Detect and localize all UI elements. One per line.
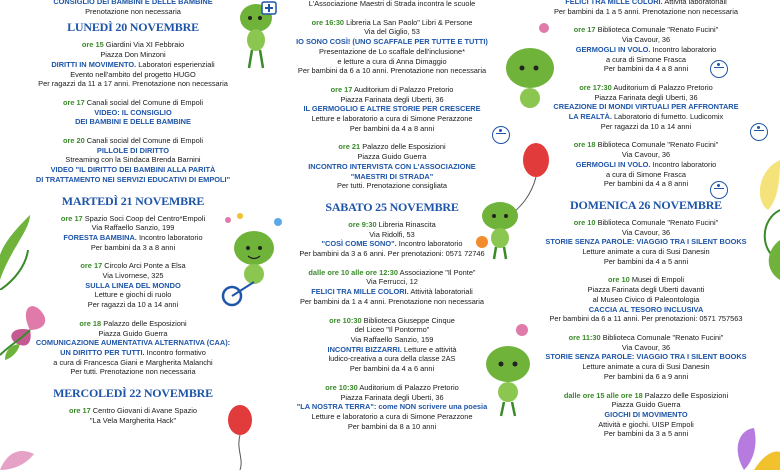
- event-note: Per bambini da 1 a 5 anni. Prenotazione non necessaria: [553, 6, 739, 16]
- event-block: ore 17 Centro Giovani di Avane Spazio "La Vela Margherita Hack": [68, 406, 198, 425]
- event-block: ore 15 Giardini Via XI Febbraio Piazza Don Minzoni DIRITTI IN MOVIMENTO. Laboratori esperienziali Evento nell'ambito del progetto HUGO Per ragazzi da 11 a 17 anni. Prenotazione non necessaria: [38, 40, 228, 89]
- event-block: ore 16:30 Libreria La San Paolo" Libri & Persone Via del Giglio, 53 IO SONO COSÌ! (UNO SCAFFALE PER TUTTE E TUTTI) Presentazione de Lo scaffale dell'inclusione* e letture a cura di Anna Dimaggio Per bambini da 6 a 10 anni. Prenotazione non necessaria: [296, 17, 488, 76]
- day-heading-sunday: DOMENICA 26 NOVEMBRE: [569, 197, 722, 212]
- event-block: dalle ore 15 alle ore 18 Palazzo delle Esposizioni Piazza Guido Guerra GIOCHI DI MOVIMENTO Attività e giochi. UISP Empoli Per bambini da 3 a 5 anni: [563, 390, 729, 439]
- event-note: Prenotazione non necessaria: [85, 6, 181, 16]
- event-block: ore 11:30 Biblioteca Comunale "Renato Fucini" Via Cavour, 36 STORIE SENZA PAROLE: VIAGGIO TRA I SILENT BOOKS Letture animate a cura di Susi Danesin Per bambini da 6 a 9 anni: [545, 332, 747, 381]
- event-block: ore 21 Palazzo delle Esposizioni Piazza Guido Guerra INCONTRO INTERVISTA CON L'ASSOCIAZIONE "MAESTRI DI STRADA" Per tutti. Prenotazione consigliata: [308, 142, 476, 191]
- event-block: ore 17:30 Auditorium di Palazzo Pretorio Piazza Farinata degli Uberti, 36 CREAZIONE DI MONDI VIRTUALI PER AFFRONTARE LA REALTÀ. Laboratorio di fumetto. Ludicomix Per ragazzi da 10 a 14 anni: [553, 82, 739, 131]
- event-block: ore 10:30 Biblioteca Giuseppe Cinque del Liceo "Il Pontormo" Via Raffaello Sanzio, 159 INCONTRI BIZZARRI. Letture e attività ludico-creativa a cura della classe 2AS Per bambini da 4 a 6 anni: [327, 315, 457, 374]
- event-block: ore 17 Canali social del Comune di Empoli VIDEO: IL CONSIGLIO DEI BAMBINI E DELLE BAMBINE: [62, 97, 204, 127]
- column-2: [272, 0, 512, 440]
- event-note: L'Associazione Maestri di Strada incontra le scuole: [308, 0, 476, 8]
- event-block: ore 17 Spazio Soci Coop del Centro*Empoli Via Raffaello Sanzio, 199 FORESTA BAMBINA. Incontro laboratorio Per bambini da 3 a 8 anni: [60, 213, 206, 252]
- event-block: ore 17 Biblioteca Comunale "Renato Fucini" Via Cavour, 36 GERMOGLI IN VOLO. Incontro laboratorio a cura di Simone Frasca Per bambini da 4 a 8 anni: [573, 25, 719, 74]
- event-title: CONSIGLIO DEI BAMBINI E DELLE BAMBINE: [53, 0, 213, 6]
- event-block: dalle ore 10 alle ore 12:30 Associazione "Il Ponte" Via Ferrucci, 12 FELICI TRA MILLE COLORI. Attività laboratoriali Per bambini da 1 a 4 anni. Prenotazione non necessaria: [299, 267, 485, 306]
- event-block: ore 17 Auditorium di Palazzo Pretorio Piazza Farinata degli Uberti, 36 IL GERMOGLIO E ALTRE STORIE PER CRESCERE Letture e laboratorio a cura di Simone Perazzone Per bambini da 4 a 8 anni: [303, 84, 481, 133]
- event-block: ore 9:30 Libreria Rinascita Via Ridolfi, 53 "COSÌ COME SONO". Incontro laboratorio Per bambini da 3 a 6 anni. Per prenotazioni: 0571 72746: [299, 219, 485, 259]
- event-block: ore 10 Biblioteca Comunale "Renato Fucini" Via Cavour, 36 STORIE SENZA PAROLE: VIAGGIO TRA I SILENT BOOKS Letture animate a cura di Susi Danesin Per bambini da 4 a 5 anni: [545, 217, 747, 266]
- leaf-decoration-left: [0, 210, 34, 290]
- event-block: ore 10:30 Auditorium di Palazzo Pretorio Piazza Farinata degli Uberti, 36 "LA NOSTRA TERRA": come NON scrivere una poesia Letture e laboratorio a cura di Simone Perazzone Per bambini da 8 a 10 anni: [296, 382, 488, 431]
- accessibility-icon: [750, 123, 768, 141]
- event-block: ore 18 Biblioteca Comunale "Renato Fucini" Via Cavour, 36 GERMOGLI IN VOLO. Incontro laboratorio a cura di Simone Frasca Per bambini da 4 a 8 anni: [573, 140, 719, 189]
- day-heading-wednesday: MERCOLEDÌ 22 NOVEMBRE: [53, 386, 213, 401]
- event-block: ore 10 Musei di Empoli Piazza Farinata degli Uberti davanti al Museo Civico di Paleontologia CACCIA AL TESORO INCLUSIVA Per bambini da 6 a 11 anni. Per prenotazioni: 0571 757563: [549, 275, 743, 324]
- event-block: ore 17 Circolo Arci Ponte a Elsa Via Livornese, 325 SULLA LINEA DEL MONDO Letture e giochi di ruolo Per ragazzi da 10 a 14 anni: [80, 261, 186, 310]
- event-block: ore 18 Palazzo delle Esposizioni Piazza Guido Guerra COMUNICAZIONE AUMENTATIVA ALTERNATIVA (CAA): UN DIRITTO PER TUTTI. Incontro formativo a cura di Francesca Giani e Margherita Malanchi Per tutti. Prenotazione non necessaria: [35, 318, 231, 377]
- column-3: FELICI TRA MILLE COLORI. Attività laboratoriali Per bambini da 1 a 5 anni. Prenotazione non necessaria ore 17 Biblioteca Comunale "Renato Fucini" Via Cavour, 36 GERMOGLI IN VOLO. Incontro laboratorio a cura di Simone Frasca Per bambini da 4 a 8 anni ore 17:30 Auditorium di Palazzo Pretorio Piazza Farinata degli Uberti, 36 CREAZIONE DI MONDI VIRTUALI PER AFFRONTARE LA REALTÀ. Laboratorio di fumetto. Ludicomix Per ragazzi da 10 a 14 anni ore 18 Biblioteca Comunale "Renato Fucini" Via Cavour, 36 GERMOGLI IN VOLO. Incontro laboratorio a cura di Simone Frasca Per bambini da 4 a 8 anni DOMENICA 26 NOVEMBRE ore 10 Biblioteca Comunale "Renato Fucini" Via Cavour, 36 STORIE SENZA PAROLE: VIAGGIO TRA I SILENT BOOKS Letture animate a cura di Susi Danesin Per bambini da 4 a 5 anni ore 10 Musei di Empoli Piazza Farinata degli Uberti davanti al Museo Civico di Paleontologia CACCIA AL TESORO INCLUSIVA Per bambini da 6 a 11 anni. Per prenotazioni: 0571 757563 ore 11:30 Biblioteca Comunale "Renato Fucini" Via Cavour, 36 STORIE SENZA PAROLE: VIAGGIO TRA I SILENT BOOKS Letture animate a cura di Susi Danesin Per bambini da 6 a 9 anni dalle ore 15 alle ore 18 Palazzo delle Esposizioni Piazza Guido Guerra GIOCHI DI MOVIMENTO Attività e giochi. UISP Empoli Per bambini da 3 a 5 anni: [540, 0, 752, 448]
- event-title: FELICI TRA MILLE COLORI.: [565, 0, 663, 6]
- day-heading-tuesday: MARTEDÌ 21 NOVEMBRE: [61, 193, 205, 208]
- event-block: ore 20 Canali social del Comune di Empoli PILLOLE DI DIRITTO Streaming con la Sindaca Brenda Barnini VIDEO "IL DIRITTO DEI BAMBINI ALLA PARITÀ DI TRATTAMENTO NEI SERVIZI EDUCATIVI DI EMPOLI": [35, 136, 231, 184]
- day-heading-saturday: SABATO 25 NOVEMBRE: [325, 199, 459, 214]
- day-heading-monday: LUNEDÌ 20 NOVEMBRE: [67, 20, 199, 35]
- column-1: [32, 0, 234, 435]
